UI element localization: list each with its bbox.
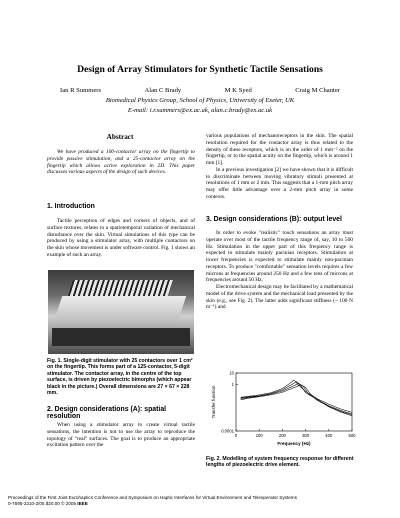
footer-isbn-text: 0-7695-2310-2/05 $20.00 © 2005: [8, 501, 78, 506]
paper-title: Design of Array Stimulators for Synthetic Tactile Sensations: [77, 64, 323, 75]
y-axis-label: Transfer function: [211, 385, 216, 419]
section-3-body: [206, 230, 353, 311]
stimulator-board-image: [54, 296, 186, 322]
section-2-body: [47, 422, 195, 449]
chart-labels: [211, 371, 356, 447]
section-3-paragraph-2: Electromechanical design may be facilitated by a mathematical model of the drive system and the mechanical load presented by the skin (e.g., see Fig. 2). The latter adds significant stiffness (~ 100 N m⁻¹) and: [206, 284, 353, 311]
y-tick-label: 10: [229, 370, 234, 376]
section-3-heading: 3. Design considerations (B): output level: [206, 216, 342, 223]
author-list: [60, 87, 340, 94]
column-2-paragraph-1: various populations of mechanoreceptors in the skin. The spatial resolution required for the contactor array is thus related to the density of these receptors, which is on the order of 1 mm⁻² on the fingertip, or to the spatial acuity on the fingertip, which is around 1 mm [1].: [206, 133, 353, 166]
section-1-heading: 1. Introduction: [47, 203, 95, 210]
abstract-heading: Abstract: [106, 133, 134, 141]
x-axis-label: Frequency (Hz): [277, 441, 311, 446]
author-4: Craig M Chanter: [295, 87, 340, 94]
author-3: M K Syed: [224, 87, 252, 94]
author-2: Alan C Brady: [144, 87, 182, 94]
abstract-paragraph: We have produced a 100-contactor array on the fingertip to provide passive stimulation, and a 25-contactor array on the fingertip which allows active exploration in 2D. This paper discusses various aspects of the design of such devices.: [47, 149, 195, 176]
stimulator-photo: [48, 270, 194, 354]
figure-1-caption: Fig. 1. Single-digit stimulator with 25 contactors over 1 cm² on the fingertip. This forms part of a 125-contactor, 5-digit stimulator. The contactor array, in the centre of the top surface, is driven by piezoelectric bimorphs (which appear black in the picture.) Overall dimensions are 27 × 67 × 228 mm.: [47, 358, 193, 397]
email-line: E-mail: i.r.summers@ex.ac.uk, alan.c.brady@ex.ac.uk: [127, 107, 273, 114]
bimorph-base-image: [52, 328, 190, 346]
section-2-heading: 2. Design considerations (A): spatial resolution: [47, 406, 167, 420]
plot-frame: [236, 373, 352, 431]
frequency-response-chart: [206, 369, 356, 447]
chart-series-group: [241, 380, 352, 416]
page-footer: [8, 495, 398, 507]
affiliation: Biomedical Physics Group, School of Physics, University of Exeter, UK: [105, 97, 295, 104]
chart-axes: [236, 373, 352, 431]
footer-proceedings: Proceedings of the First Joint Eurohaptics Conference and Symposium on Haptic Interfaces for Virtual Environment and Teleoperator Systems: [8, 495, 297, 500]
x-tick-label: 300: [302, 433, 310, 438]
column-2-paragraph-2: In a previous investigation [2] we have shown that it is difficult to discriminate between moving vibratory stimuli presented at resolutions of 1 mm or 2 mm. This suggests that a 1-mm pitch array may offer little advantage over a 2-mm pitch array in some contexts.: [206, 166, 353, 200]
author-1: Ian R Summers: [60, 87, 102, 94]
ieee-logo-text: IEEE: [77, 501, 88, 506]
section-1-body: [47, 218, 195, 259]
series-line-3: [241, 383, 352, 415]
x-tick-label: 200: [278, 433, 286, 438]
x-tick-label: 500: [348, 433, 356, 438]
footer-isbn: [8, 501, 398, 507]
abstract-text: [47, 149, 195, 176]
column-2-top: [206, 133, 353, 201]
x-tick-label: 100: [255, 433, 263, 438]
figure-2-caption: Fig. 2. Modelling of system frequency response for different lengths of piezoelectric drive element.: [206, 456, 354, 469]
x-tick-label: 400: [325, 433, 333, 438]
x-tick-label: 0: [234, 433, 238, 438]
y-tick-label: 0.0001: [221, 428, 234, 434]
series-line-4: [241, 385, 352, 416]
section-1-paragraph: Tactile perception of edges and corners of objects, and of surface textures, relates to a spatiotemporal variation of mechanical disturbance over the skin. Virtual simulations of this type can be produced by using a stimulator array, with multiple contactors on the skin whose movement is under software control. Fig. 1 shows an example of such an array.: [47, 218, 195, 258]
section-2-paragraph: When using a stimulator array to create virtual tactile sensations, the intention is not to use the array to reproduce the topology of "real" surfaces. The goal is to produce an appropriate excitation pattern over the: [47, 422, 195, 449]
section-3-paragraph-1: In order to evoke "realistic" touch sensations an array must operate over most of the tactile frequency range of, say, 10 to 500 Hz. Stimulation in the upper part of this frequency range is expected to stimulate mainly pacinian receptors. Stimulation at lower frequencies is expected to stimulate mainly non-pacinian receptors. To produce "comfortable" sensation levels requires a few microns at frequencies around 250 Hz and a few tens of microns at frequencies around 50 Hz.: [206, 230, 353, 284]
y-tick-label: 1: [231, 382, 234, 388]
